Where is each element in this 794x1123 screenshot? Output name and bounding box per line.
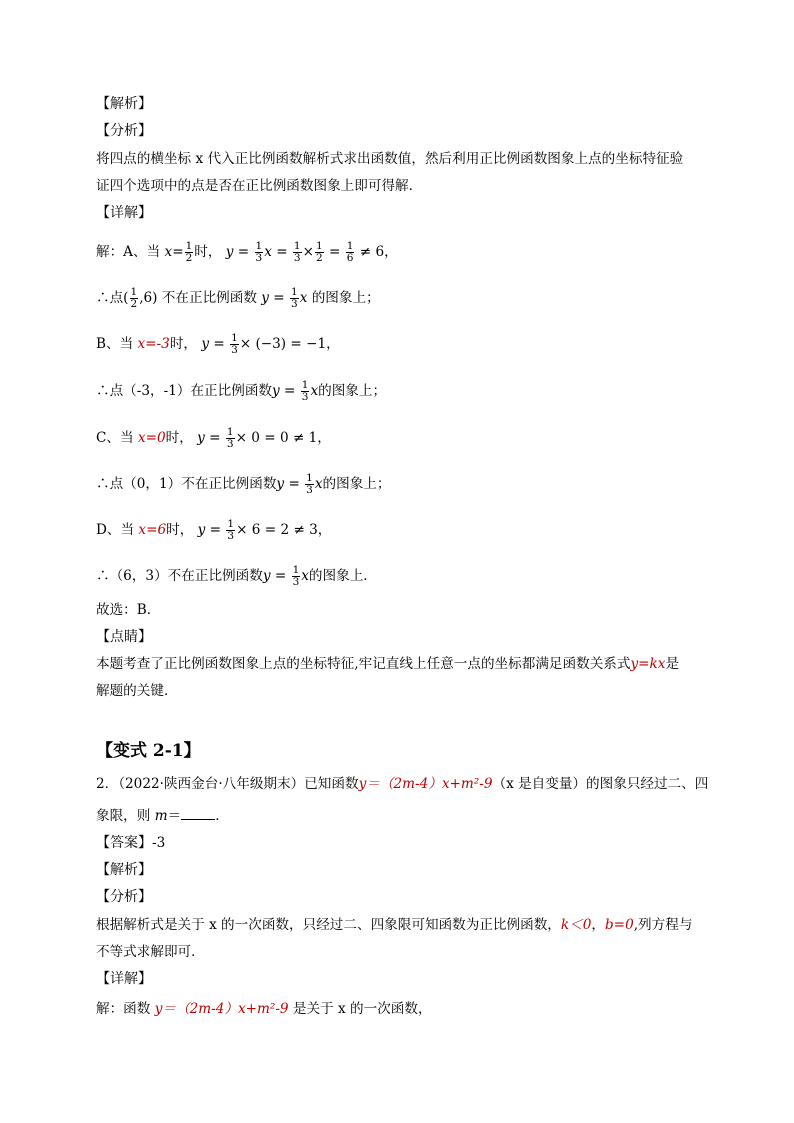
- answer-value: -3: [152, 835, 166, 851]
- fraction-one-third: $\frac{1}{3}$: [291, 286, 298, 310]
- summary-line-2: 解题的关键．: [96, 683, 178, 699]
- answer-line: 【答案】-3: [96, 835, 166, 851]
- section-header-fenxi: 【分析】: [96, 123, 152, 139]
- question-line-2: 象限，则 m＝ ．: [96, 808, 229, 824]
- analysis2-line-1: 根据解析式是关于 x 的一次函数，只经过二、四象限可知函数为正比例函数，k＜0，b=0,列方程与: [96, 917, 693, 933]
- fraction-one-third: $\frac{1}{3}$: [293, 240, 301, 264]
- fraction-one-half: $\frac{1}{2}$: [316, 240, 323, 264]
- fraction-one-half: $\frac{1}{2}$: [130, 286, 138, 310]
- analysis-line-1: 将四点的横坐标 x 代入正比例函数解析式求出函数值，然后利用正比例函数图象上点的坐标特征验: [96, 151, 684, 167]
- final-choice: 故选：B．: [96, 602, 161, 618]
- section-header-fenxi-2: 【分析】: [96, 889, 152, 905]
- analysis2-line-2: 不等式求解即可．: [96, 944, 205, 960]
- fraction-one-third: $\frac{1}{3}$: [226, 426, 234, 450]
- analysis-line-2: 证四个选项中的点是否在正比例函数图象上即可得解．: [96, 178, 423, 194]
- fraction-one-sixth: $\frac{1}{6}$: [346, 240, 354, 264]
- summary-line-1: 本题考查了正比例函数图象上点的坐标特征,牢记直线上任意一点的坐标都满足函数关系式y=kx是: [96, 656, 680, 672]
- fraction-one-third: $\frac{1}{3}$: [301, 379, 309, 403]
- solution-option-a: 解：A、当 x= $\frac{1}{2}$ 时， y = $\frac{1}{3}$ x = $\frac{1}{3}$ × $\frac{1}{2}$ = $\frac{1}{6}$ ≠ 6，: [96, 240, 398, 264]
- detail2-line-1: 解：函数 y＝（2m-4）x+m²-9 是关于 x 的一次函数，: [96, 1001, 432, 1017]
- option-a-eq: =: [172, 244, 184, 260]
- solution-option-c: C、当 x=0时， y = $\frac{1}{3}$ × 0 = 0 ≠ 1，: [96, 426, 331, 450]
- solution-option-b: B、当 x=-3时， y = $\frac{1}{3}$ × (−3) = −1，: [96, 332, 340, 356]
- section-header-dianjing: 【点睛】: [96, 629, 152, 645]
- fraction-one-third: $\frac{1}{3}$: [306, 472, 313, 496]
- option-a-prefix: 解：A、当: [96, 244, 165, 260]
- option-a-x: x: [164, 244, 173, 260]
- conclusion-option-c: ∴点（0，1）不在正比例函数y = $\frac{1}{3}$ x的图象上；: [96, 472, 391, 496]
- fraction-one-third: $\frac{1}{3}$: [231, 332, 238, 356]
- conclusion-option-b: ∴点（-3，-1）在正比例函数y = $\frac{1}{3}$ x的图象上；: [96, 379, 387, 403]
- question-line-1: 2．（2022·陕西金台·八年级期末）已知函数y＝（2m-4）x+m²-9（x 是自变量）的图象只经过二、四: [96, 776, 709, 792]
- solution-option-d: D、当 x=6时， y = $\frac{1}{3}$ × 6 = 2 ≠ 3，: [96, 518, 332, 542]
- option-a-shi: 时，: [194, 244, 222, 260]
- answer-blank: [181, 807, 215, 820]
- section-header-xiangjie-2: 【详解】: [96, 971, 152, 987]
- section-header-jiexi-2: 【解析】: [96, 862, 152, 878]
- fraction-one-half: $\frac{1}{2}$: [185, 240, 193, 264]
- fraction-one-third: $\frac{1}{3}$: [227, 518, 235, 542]
- fraction-one-third: $\frac{1}{3}$: [255, 240, 263, 264]
- fraction-one-third: $\frac{1}{3}$: [292, 564, 300, 588]
- conclusion-option-a: ∴点( $\frac{1}{2}$ ,6) 不在正比例函数 y = $\frac{1}{3}$ x 的图象上；: [96, 286, 380, 310]
- section-header-xiangjie: 【详解】: [96, 205, 152, 221]
- conclusion-option-d: ∴（6，3）不在正比例函数y = $\frac{1}{3}$ x的图象上．: [96, 564, 377, 588]
- section-header-jiexi: 【解析】: [96, 96, 152, 112]
- variant-title: 【变式 2-1】: [96, 741, 201, 761]
